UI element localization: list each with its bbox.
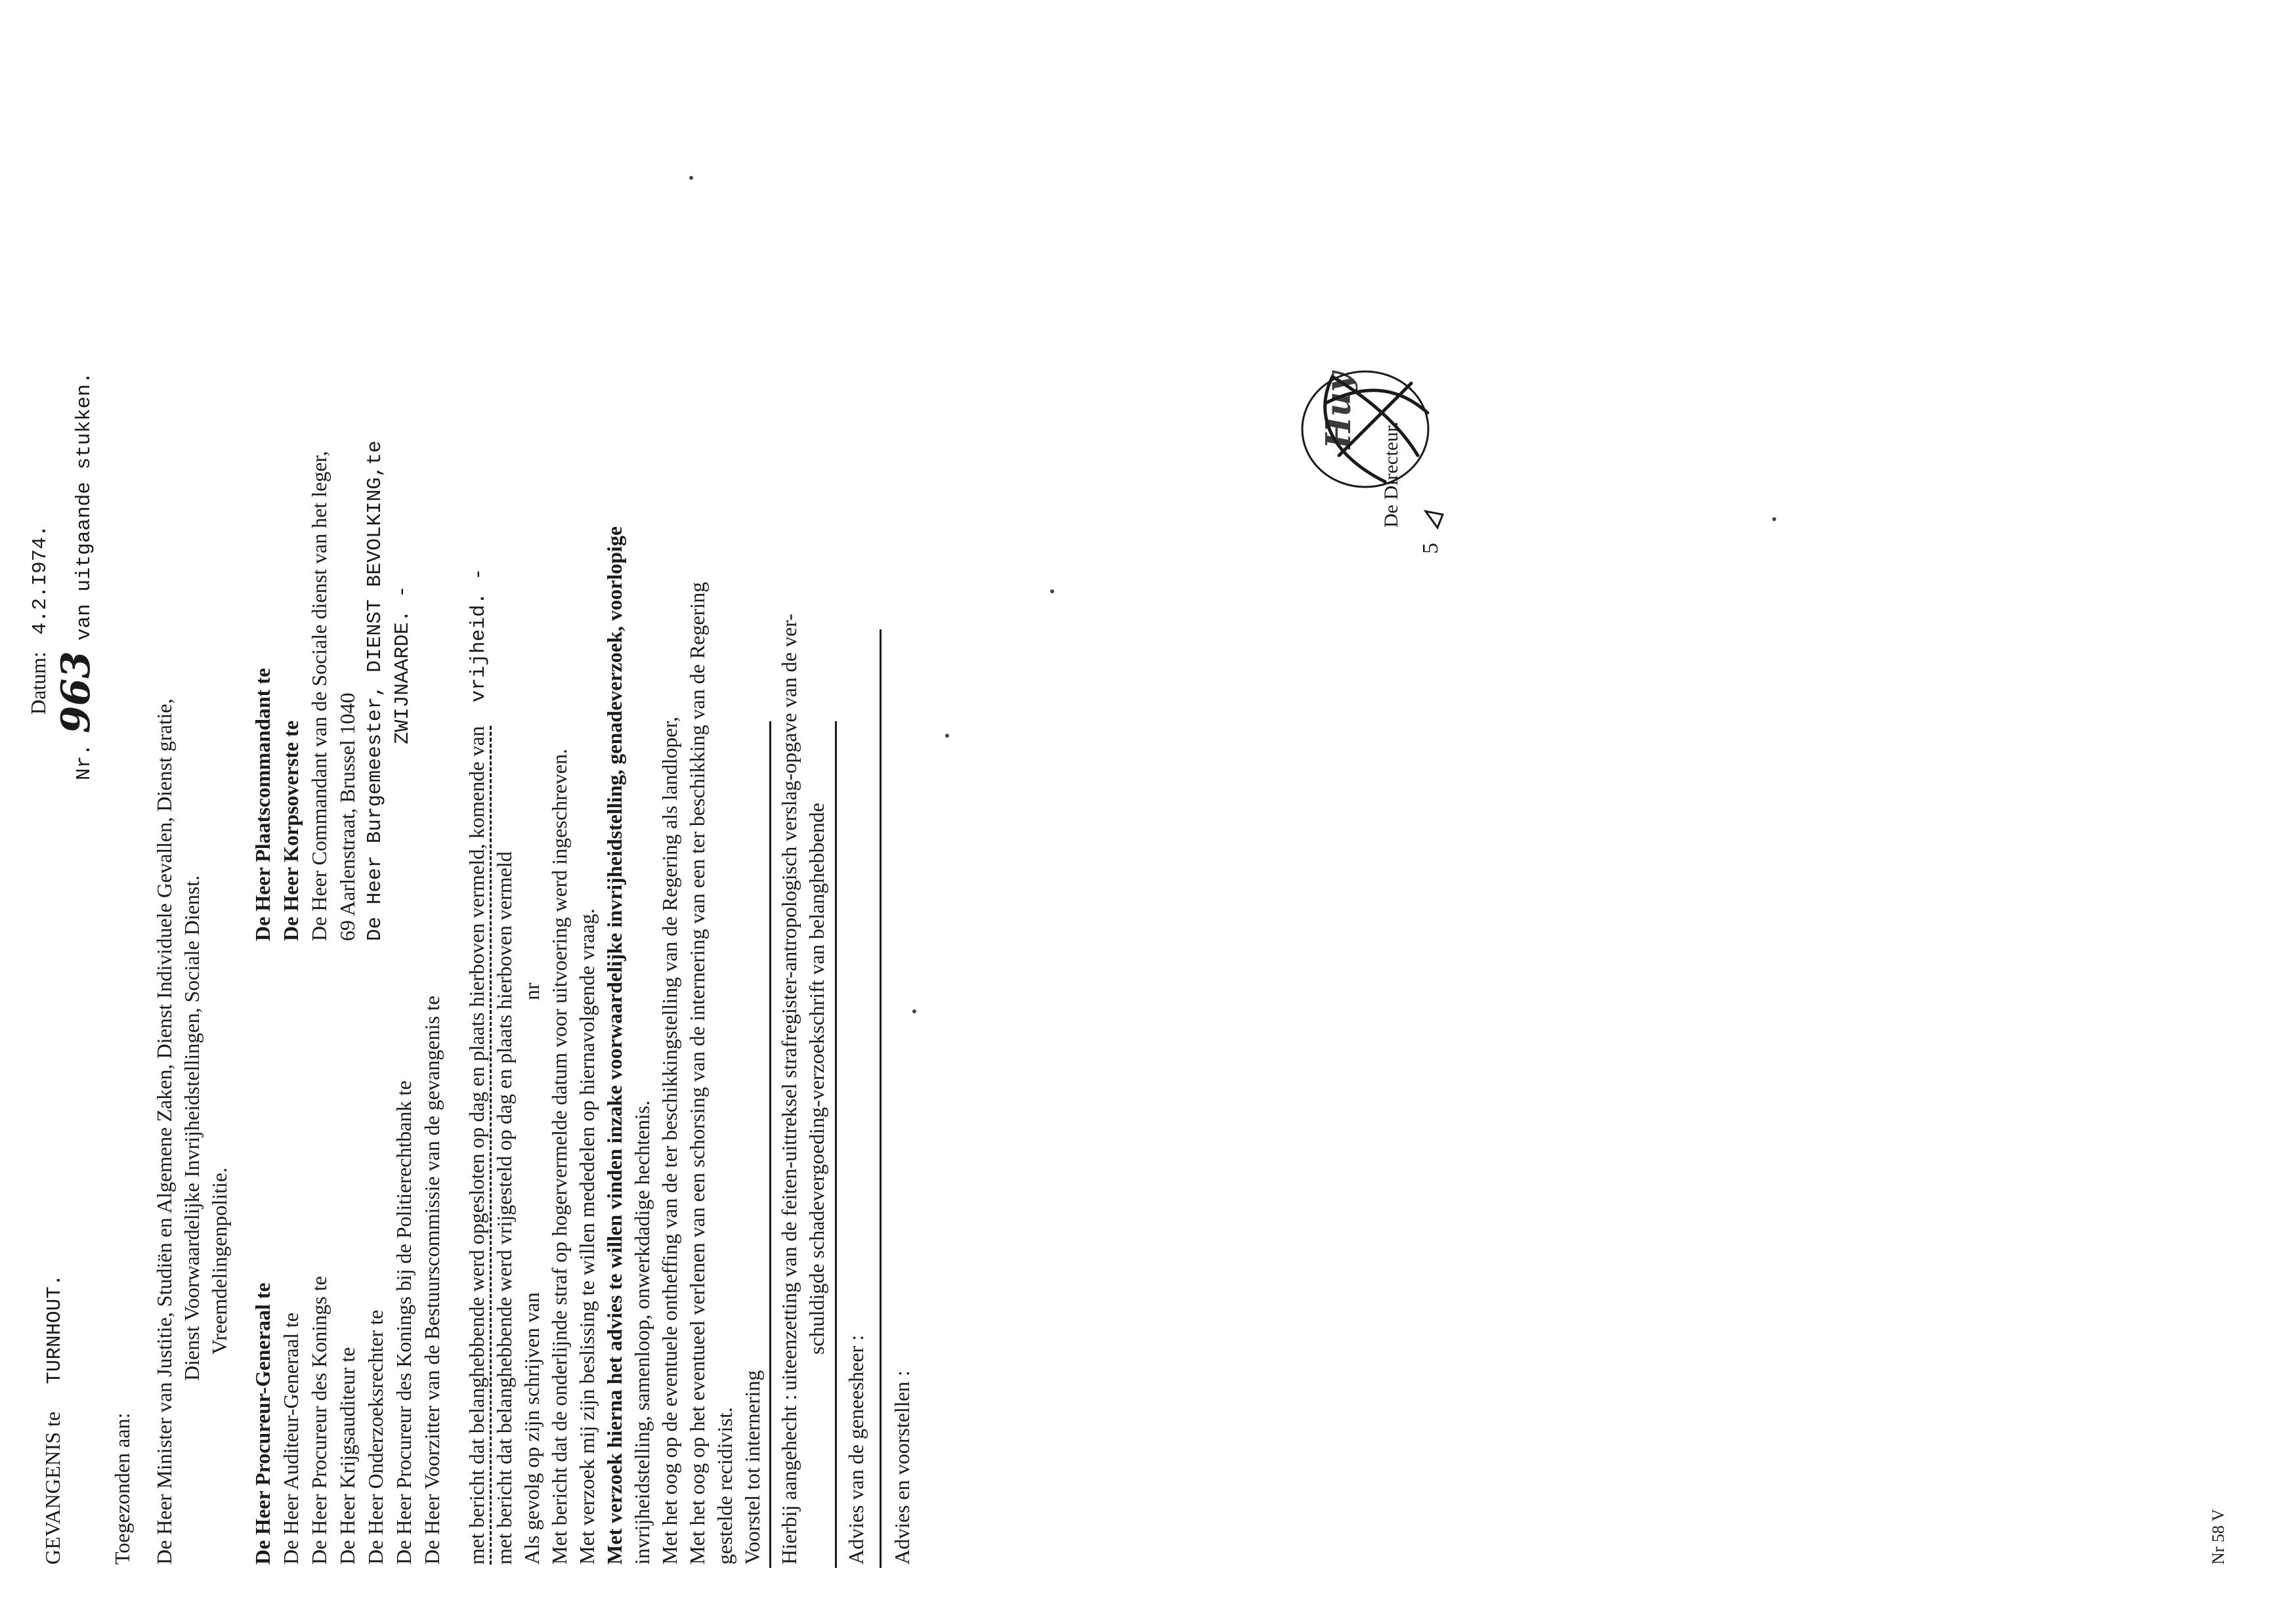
recipient-auditeur-generaal: De Heer Auditeur-Generaal te — [279, 1312, 303, 1565]
sent-to-label: Toegezonden aan: — [110, 1412, 134, 1565]
outgoing-number-line — [53, 371, 99, 780]
form-number: Nr 58 V — [2209, 1509, 2228, 1565]
recipient-onderzoeksrechter: De Heer Onderzoeksrechter te — [364, 1309, 387, 1565]
divider-attached — [769, 721, 771, 1568]
scan-speck — [1772, 517, 1776, 521]
date-line — [25, 525, 54, 715]
recipient-politierechtbank: De Heer Procureur des Konings bij de Politierechtbank te — [392, 1080, 415, 1565]
beslissing-line: Met verzoek mij zijn beslissing te willen mededelen op hiernavolgende vraag. — [575, 908, 599, 1565]
prison-line — [39, 1274, 68, 1565]
internering-line: Voorstel tot internering — [740, 1370, 764, 1565]
gevolg-text: Als gevolg op zijn schrijven van — [520, 1292, 543, 1565]
recipient-plaatscommandant: De Heer Plaatscommandant te — [251, 667, 274, 941]
signature-mark: 5 — [1418, 543, 1443, 554]
recipient-krijgsauditeur: De Heer Krijgsauditeur te — [335, 1347, 359, 1565]
gevolg-nr: nr — [520, 982, 543, 1000]
gevolg-line — [519, 982, 545, 1565]
date-label: Datum: — [26, 652, 50, 715]
signature-handwritten: Huy — [1319, 371, 1359, 449]
prison-label: GEVANGENIS te — [41, 1411, 64, 1565]
minister-line-3: Vreemdelingenpolitie. — [207, 1167, 231, 1355]
recipient-procureur-konings: De Heer Procureur des Konings te — [307, 1276, 331, 1565]
notice-opgesloten-fill: vrijheid. - — [467, 568, 490, 703]
recipient-burgemeester-typed: De Heer Burgemeester, DIENST BEVOLKING,te — [364, 440, 387, 941]
scan-speck — [1050, 589, 1054, 593]
recidivist-line: gestelde recidivist. — [713, 1407, 736, 1565]
recipient-korpsoverste: De Heer Korpsoverste te — [279, 720, 303, 941]
scan-speck — [912, 1009, 916, 1013]
number-handwritten: 963 — [53, 650, 99, 734]
notice-vrijgesteld: met bericht dat belanghebbende werd vrijgesteld op dag en plaats hierboven vermeld — [492, 851, 516, 1565]
advies-line-1: Met verzoek hierna het advies te willen vinden inzake voorwaardelijke invrijheidstelling, genadeverzoek, voorlopige — [603, 526, 626, 1565]
straf-line: Met bericht dat de onderlijnde straf op hogervermelde datum voor uitvoering werd ingeschreven. — [547, 748, 571, 1565]
prison-place: TURNHOUT. — [43, 1274, 66, 1384]
signature-role: De Directeur. — [1380, 421, 1402, 528]
schorsing-line: Met het oog op het eventueel verlenen van een schorsing van de internering van een ter beschikking van de Regering — [685, 581, 709, 1565]
date-value: 4.2.I974. — [29, 524, 52, 635]
advice-doctor-label: Advies van de geneesheer : — [844, 1334, 868, 1565]
scan-speck — [689, 176, 693, 180]
attached-label: Hierbij aangehecht : — [777, 1394, 801, 1565]
minister-line-2: Dienst Voorwaardelijke Invrijheidstellingen, Sociale Dienst. — [180, 875, 203, 1381]
divider-doctor — [835, 721, 837, 1568]
recipient-bestuurscommissie: De Heer Voorzitter van de Bestuurscommissie van de gevangenis te — [420, 995, 444, 1565]
ontheffing-line: Met het oog op de eventuele ontheffing van de ter beschikkingstelling van de Regering als landloper, — [658, 717, 681, 1565]
advies-line-2: invrijheidstelling, samenloop, onwerkdadige hechtenis. — [630, 1100, 654, 1565]
recipient-commandant-sociale-dienst: De Heer Commandant van de Sociale dienst van het leger, — [307, 451, 331, 941]
notice-opgesloten — [463, 568, 492, 1565]
director-signature — [1286, 337, 1457, 554]
minister-line-1: De Heer Minister van Justitie, Studiën en Algemene Zaken, Dienst Individuele Gevallen, Dienst gratie, — [152, 698, 176, 1565]
recipient-aarlenstraat: 69 Aarlenstraat, Brussel 1040 — [335, 692, 359, 941]
number-prefix: Nr. — [73, 744, 96, 780]
notice-opgesloten-text: met bericht dat belanghebbende werd opgesloten op dag en plaats hierboven vermeld, komende van — [465, 726, 492, 1565]
advice-proposals-label: Advies en voorstellen : — [890, 1370, 914, 1565]
divider-proposals — [880, 629, 882, 1568]
attached-line-2: schuldigde schadevergoeding-verzoekschrift van belanghebbende — [805, 803, 828, 1355]
recipient-burgemeester-place: ZWIJNAARDE. - — [391, 585, 414, 744]
scan-speck — [945, 734, 949, 738]
signature-scribble-icon — [1286, 337, 1457, 554]
attached-line-1: uiteenzetting van de feiten-uittreksel strafregister-antropologisch verslag-opgave van de ver- — [777, 613, 801, 1391]
number-suffix: van uitgaande stukken. — [73, 371, 96, 641]
recipient-procureur-generaal: De Heer Procureur-Generaal te — [251, 1282, 274, 1565]
